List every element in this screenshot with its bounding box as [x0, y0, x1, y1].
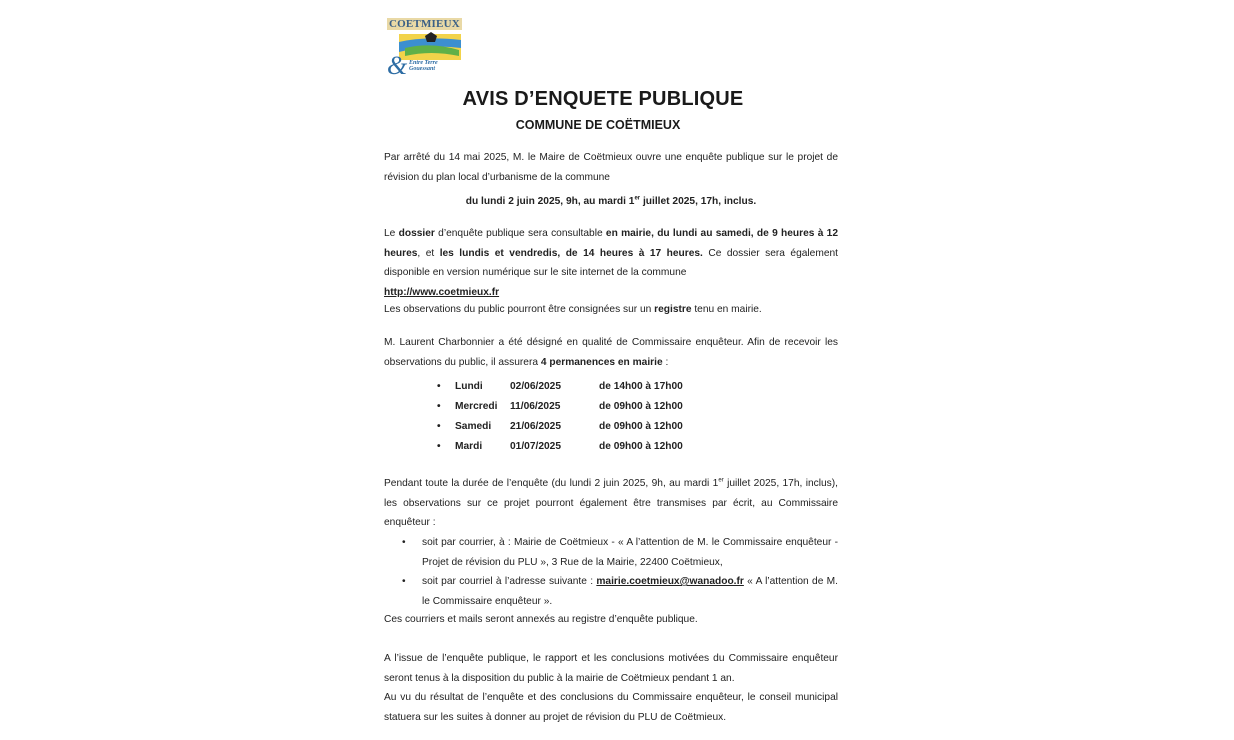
email-link[interactable]: mairie.coetmieux@wanadoo.fr [596, 576, 744, 587]
list-item: • soit par courriel à l’adresse suivante : mairie.coetmieux@wanadoo.fr « A l’attention de M. le Commissaire enquêteur ». [402, 576, 838, 607]
contact-methods-list [400, 533, 838, 611]
dossier-paragraph: Le dossier d’enquête publique sera consultable en mairie, du lundi au samedi, de 9 heures à 12 heures, et les lundis et vendredis, de 14 heures à 17 heures. Ce dossier sera également disponible en version numérique sur le site internet de la commune http://www.coetmieux.fr [384, 228, 838, 298]
logo-name: COETMIEUX [389, 18, 460, 30]
svg-text:&: & [387, 51, 408, 76]
intro-paragraph: Par arrêté du 14 mai 2025, M. le Maire de Coëtmieux ouvre une enquête publique sur le projet de révision du plan local d’urbanisme de la commune [384, 152, 838, 183]
pendant-paragraph: Pendant toute la durée de l’enquête (du lundi 2 juin 2025, 9h, au mardi 1er juillet 2025, 17h, inclus), les observations sur ce projet pourront également être transmises par écrit, au Commissaire enquêteur : [384, 477, 838, 528]
issue-paragraph: A l’issue de l’enquête publique, le rapport et les conclusions motivées du Commissaire enquêteur seront tenus à la disposition du public à la mairie de Coëtmieux pendant 1 an. [384, 653, 838, 684]
list-item: • soit par courrier, à : Mairie de Coëtmieux - « A l’attention de M. le Commissaire enquêteur - Projet de révision du PLU », 3 Rue de la Mairie, 22400 Coëtmieux, [402, 537, 838, 568]
list-item: • Lundi 02/06/2025 de 14h00 à 17h00 [437, 381, 683, 392]
conseil-paragraph: Au vu du résultat de l’enquête et des conclusions du Commissaire enquêteur, le conseil municipal statuera sur les suites à donner au projet de révision du PLU de Coëtmieux. [384, 692, 838, 723]
list-item: • Mercredi 11/06/2025 de 09h00 à 12h00 [437, 401, 683, 412]
logo-tagline: Entre Terre Gouessant [409, 60, 438, 72]
registre-paragraph: Les observations du public pourront être consignées sur un registre tenu en mairie. [384, 304, 762, 315]
permanences-list [437, 377, 683, 457]
page-title: AVIS D’ENQUETE PUBLIQUE [462, 88, 744, 110]
commissaire-paragraph: M. Laurent Charbonnier a été désigné en qualité de Commissaire enquêteur. Afin de recevoir les observations du public, il assurera 4 permanences en mairie : [384, 337, 838, 368]
annexes-paragraph: Ces courriers et mails seront annexés au registre d’enquête publique. [384, 614, 698, 625]
website-link[interactable]: http://www.coetmieux.fr [384, 286, 500, 298]
commune-logo [385, 16, 469, 76]
list-item: • Samedi 21/06/2025 de 09h00 à 12h00 [437, 421, 683, 432]
list-item: • Mardi 01/07/2025 de 09h00 à 12h00 [437, 441, 683, 452]
page-subtitle: COMMUNE DE COËTMIEUX [515, 118, 681, 132]
enquiry-period: du lundi 2 juin 2025, 9h, au mardi 1er juillet 2025, 17h, inclus. [465, 195, 757, 207]
